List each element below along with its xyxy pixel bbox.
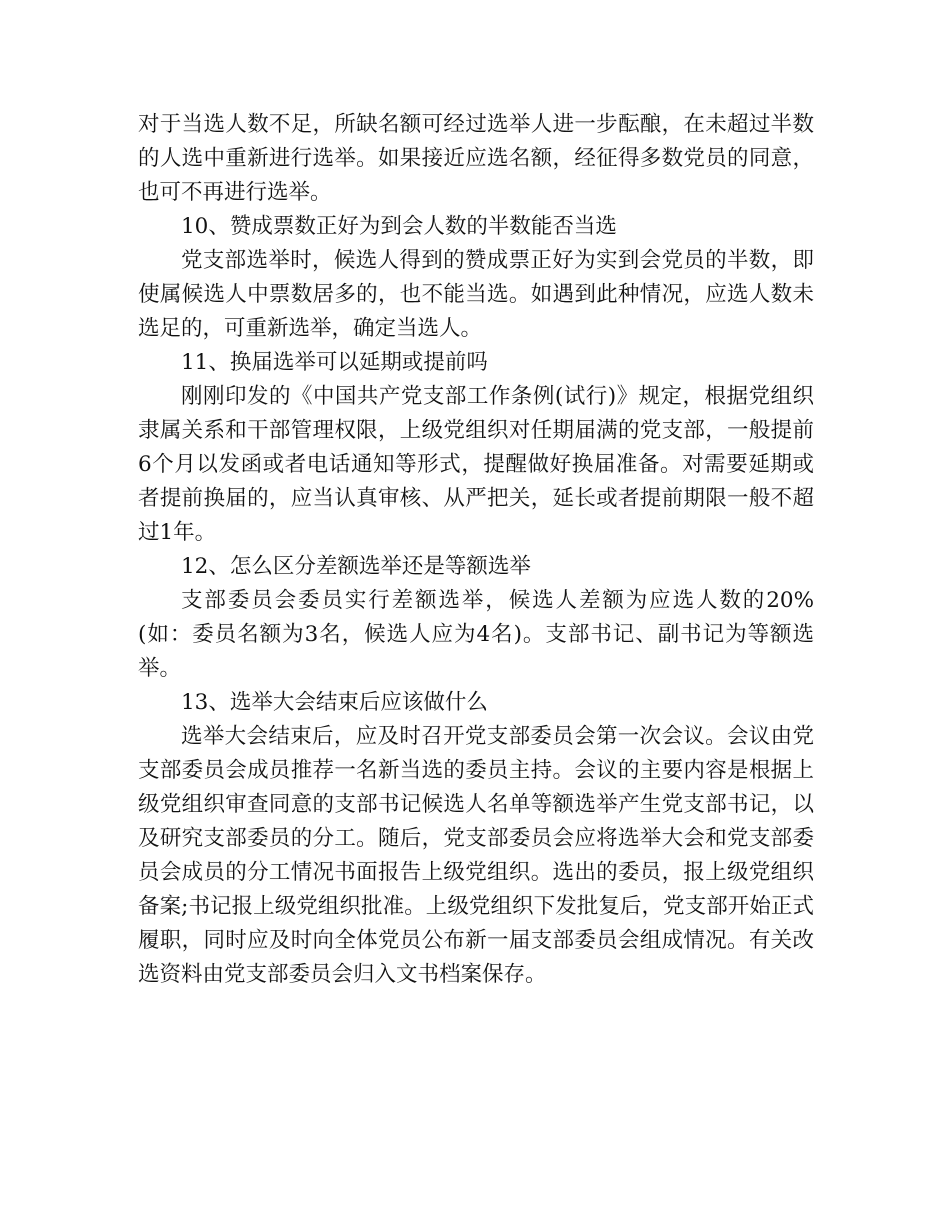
paragraph-section-13: 选举大会结束后，应及时召开党支部委员会第一次会议。会议由党支部委员会成员推荐一名新当选的委员主持。会议的主要内容是根据上级党组织审查同意的支部书记候选人名单等额选举产生党支部书记，以及研究支部委员的分工。随后，党支部委员会应将选举大会和党支部委员会成员的分工情况书面报告上级党组织。选出的委员，报上级党组织备案;书记报上级党组织批准。上级党组织下发批复后，党支部开始正式履职，同时应及时向全体党员公布新一届支部委员会组成情况。有关改选资料由党支部委员会归入文书档案保存。 [138, 724, 814, 987]
section-heading-13: 13、选举大会结束后应该做什么 [181, 690, 488, 715]
paragraph-section-12: 支部委员会委员实行差额选举，候选人差额为应选人数的20%(如：委员名额为3名，候选人应为4名)。支部书记、副书记为等额选举。 [138, 588, 814, 681]
section-heading-12: 12、怎么区分差额选举还是等额选举 [181, 554, 531, 579]
paragraph-section-10: 党支部选举时，候选人得到的赞成票正好为实到会党员的半数，即使属候选人中票数居多的，也不能当选。如遇到此种情况，应选人数未选足的，可重新选举，确定当选人。 [138, 248, 814, 341]
section-heading-11: 11、换届选举可以延期或提前吗 [181, 350, 488, 375]
paragraph-continuation: 对于当选人数不足，所缺名额可经过选举人进一步酝酿，在未超过半数的人选中重新进行选举。如果接近应选名额，经征得多数党员的同意，也可不再进行选举。 [138, 112, 814, 205]
paragraph-section-11: 刚刚印发的《中国共产党支部工作条例(试行)》规定，根据党组织隶属关系和干部管理权限，上级党组织对任期届满的党支部，一般提前6个月以发函或者电话通知等形式，提醒做好换届准备。对需要延期或者提前换届的，应当认真审核、从严把关，延长或者提前期限一般不超过1年。 [138, 384, 814, 545]
document-body [138, 108, 814, 992]
section-heading-10: 10、赞成票数正好为到会人数的半数能否当选 [181, 214, 617, 239]
